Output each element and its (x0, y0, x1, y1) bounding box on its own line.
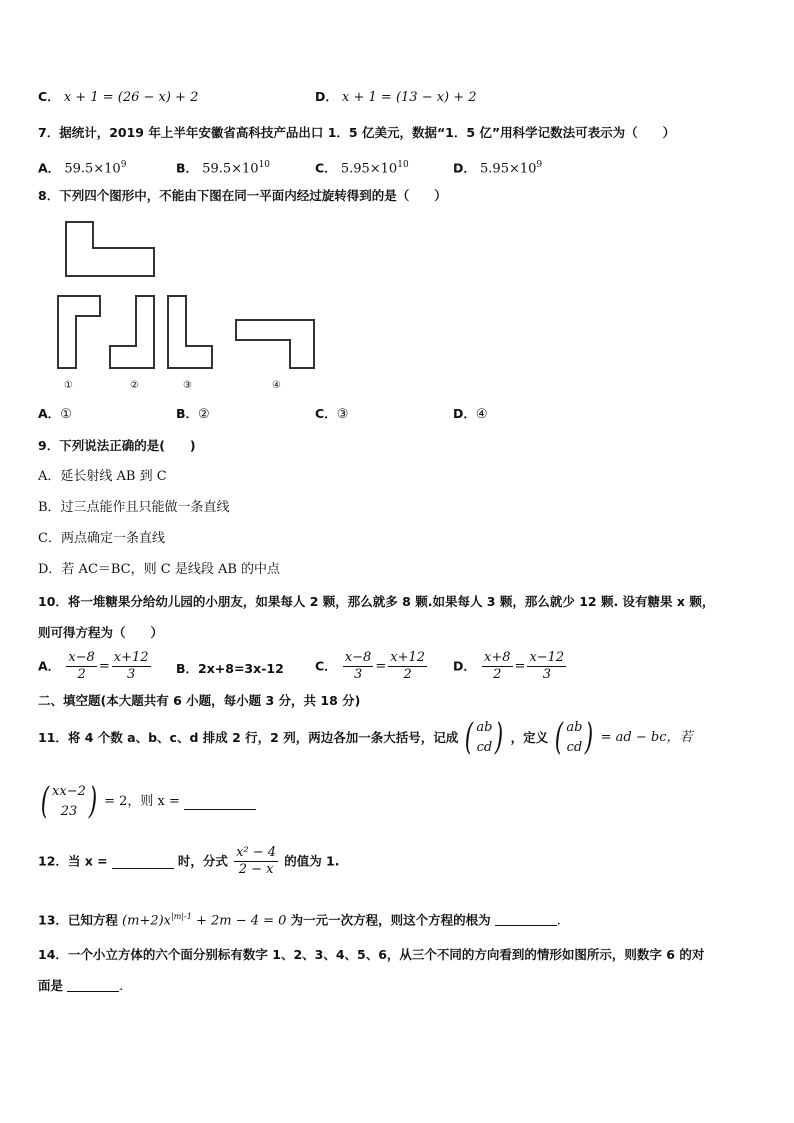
q9-option-b: B．过三点能作且只能做一条直线 (38, 500, 230, 515)
q14-answer-blank[interactable] (67, 977, 119, 992)
shape-1 (58, 296, 100, 368)
q8-figure (50, 218, 330, 398)
original-shape (66, 222, 154, 276)
q9-stem: 9．下列说法正确的是( ) (38, 438, 196, 453)
q13: 13．已知方程 $(m+2)x^{|m|-1} + 2m - 4 = 0$ 为一元一次方程，则这个方程的根为 . (38, 912, 561, 929)
q8-option-d: D．④ (453, 406, 488, 422)
q10-stem-line1: 10．将一堆糖果分给幼儿园的小朋友，如果每人 2 颗，那么就多 8 颗.如果每人 3 颗，那么就少 12 颗. 设有糖果 x 颗， (38, 594, 715, 609)
q14-line1: 14．一个小立方体的六个面分别标有数字 1、2、3、4、5、6，从三个不同的方向看到的情形如图所示，则数字 6 的对 (38, 947, 705, 962)
q7-option-d: D． $5.95\times 10^9$ (453, 160, 543, 177)
q14-line2: 面是 . (38, 978, 124, 994)
q6-option-d: D． x + 1 = (13 − x) + 2 (315, 89, 477, 105)
q10-option-d: D． $\frac{x+8}{2}$ = $\frac{x-12}{3}$ (453, 650, 565, 682)
q11-line2: ( xx−2 23 ) = 2，则 x = (38, 782, 256, 822)
figure-label-4: ④ (272, 380, 281, 391)
q7-stem: 7．据统计，2019 年上半年安徽省高科技产品出口 1．5 亿美元，数据“1．5 亿”用科学记数法可表示为（ ） (38, 125, 676, 140)
q10-option-c: C． $\frac{x-8}{3}$ = $\frac{x+12}{2}$ (315, 650, 426, 682)
q9-option-d: D．若 AC＝BC，则 C 是线段 AB 的中点 (38, 562, 281, 577)
shape-3 (168, 296, 212, 368)
q9-option-c: C．两点确定一条直线 (38, 531, 165, 546)
q11-answer-blank[interactable] (184, 795, 256, 810)
q8-stem: 8．下列四个图形中，不能由下图在同一平面内经过旋转得到的是（ ） (38, 188, 447, 203)
q10-stem-line2: 则可得方程为（ ） (38, 625, 164, 640)
q12: 12．当 x = 时，分式 $\frac{\text{x² − 4}}{2 - x}$ 的值为 1. (38, 845, 340, 877)
q7-option-b: B． $59.5\times 10^{10}$ (176, 160, 271, 177)
section-2-header: 二、填空题(本大题共有 6 小题，每小题 3 分，共 18 分) (38, 693, 361, 708)
figure-label-2: ② (130, 380, 139, 391)
shape-4 (236, 320, 314, 368)
q6-option-c: C． x + 1 = (26 − x) + 2 (38, 89, 199, 105)
q7-option-c: C． $5.95\times 10^{10}$ (315, 160, 409, 177)
q7-option-a: A． $59.5\times 10^9$ (38, 160, 127, 177)
q10-option-b: B．2x+8=3x-12 (176, 661, 284, 676)
q12-answer-blank[interactable] (112, 854, 174, 869)
figure-label-3: ③ (183, 380, 192, 391)
q13-answer-blank[interactable] (495, 911, 557, 926)
figure-label-1: ① (64, 380, 73, 391)
q8-option-a: A．① (38, 406, 72, 422)
q9-option-a: A．延长射线 AB 到 C (38, 469, 167, 484)
q8-option-c: C．③ (315, 406, 349, 422)
q11-line1: 11．将 4 个数 a、b、c、d 排成 2 行，2 列，两边各加一条大括号，记成 ( ab cd ) ，定义 ( ab cd ) = ad − bc，若 (38, 717, 693, 758)
q8-option-b: B．② (176, 406, 210, 422)
shape-2 (110, 296, 154, 368)
q10-option-a: A． $\frac{x-8}{2}$ = $\frac{x+12}{3}$ (38, 650, 149, 682)
